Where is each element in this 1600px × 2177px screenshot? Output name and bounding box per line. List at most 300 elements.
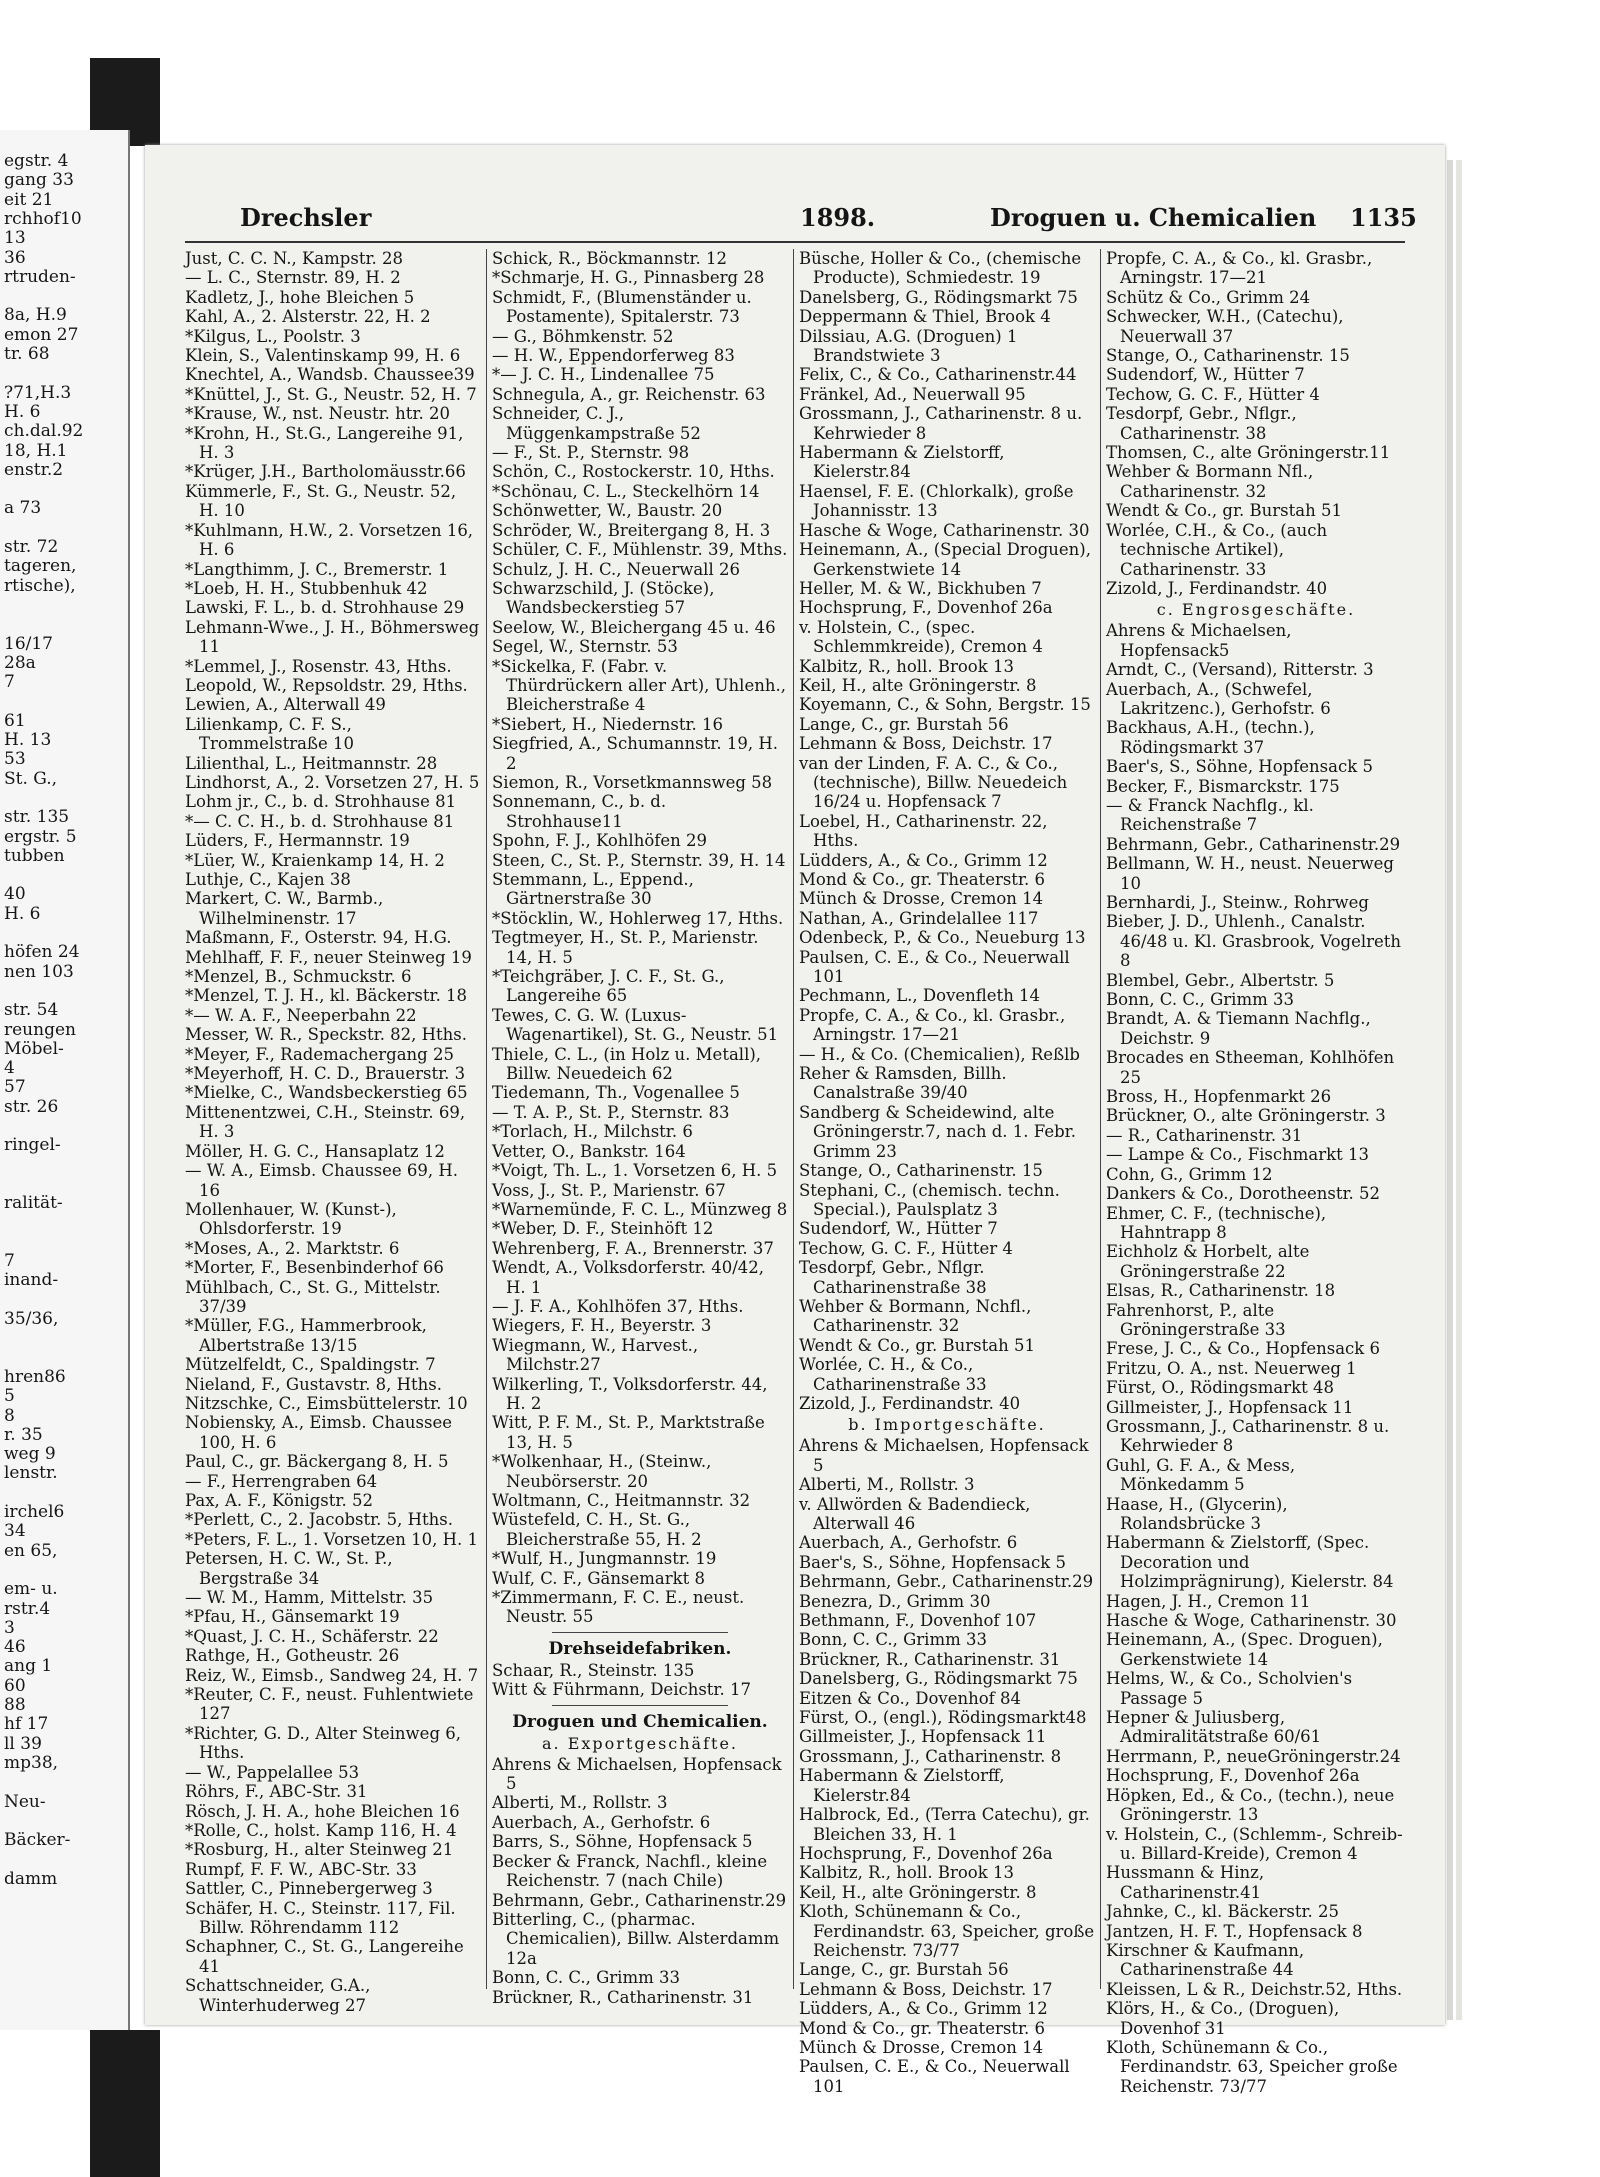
directory-entry: Backhaus, A.H., (techn.), Rödingsmarkt 37 — [1106, 718, 1315, 757]
directory-entry: Bonn, C. C., Grimm 33 — [1106, 990, 1294, 1010]
directory-entry: *Meyerhoff, H. C. D., Brauerstr. 3 — [185, 1064, 466, 1084]
directory-entry: Röhrs, F., ABC-Str. 31 — [185, 1782, 368, 1802]
facing-page-text: 40 — [4, 884, 26, 905]
facing-page-fragment — [0, 130, 130, 2030]
directory-entry: Behrmann, Gebr., Catharinenstr.29 — [1106, 834, 1401, 854]
directory-entry: Stange, O., Catharinenstr. 15 — [799, 1161, 1043, 1181]
directory-entry: — L. C., Sternstr. 89, H. 2 — [185, 268, 401, 288]
directory-entry: *Krüger, J.H., Bartholomäusstr.66 — [185, 462, 466, 482]
directory-entry: Habermann & Zielstorff, Kielerstr.84 — [799, 443, 1005, 482]
directory-entry: Kümmerle, F., St. G., Neustr. 52, H. 10 — [185, 481, 457, 521]
column-divider — [793, 249, 794, 1989]
facing-page-text: 46 — [4, 1637, 26, 1658]
directory-entry: Lüders, F., Hermannstr. 19 — [185, 831, 410, 851]
directory-entry: *Kuhlmann, H.W., 2. Vorsetzen 16, H. 6 — [185, 520, 474, 560]
directory-entry: Grossmann, J., Catharinenstr. 8 u. Kehrwieder 8 — [1106, 1416, 1390, 1456]
facing-page-text: 61 — [4, 710, 26, 731]
directory-entry: Schick, R., Böckmannstr. 12 — [492, 249, 728, 268]
directory-entry: Techow, G. C. F., Hütter 4 — [799, 1238, 1013, 1258]
directory-entry: Fahrenhorst, P., alte Gröningerstraße 33 — [1106, 1300, 1286, 1339]
directory-entry: Seelow, W., Bleichergang 45 u. 46 — [492, 617, 776, 637]
facing-page-text: 34 — [4, 1521, 26, 1542]
facing-page-text: 88 — [4, 1695, 26, 1715]
directory-entry: Brückner, O., alte Gröningerstr. 3 — [1106, 1106, 1386, 1126]
directory-entry: Reiz, W., Eimsb., Sandweg 24, H. 7 — [185, 1665, 479, 1685]
directory-entry: Mützelfeldt, C., Spaldingstr. 7 — [185, 1355, 436, 1375]
directory-entry: *— J. C. H., Lindenallee 75 — [492, 365, 715, 385]
directory-entry: *Sickelka, F. (Fabr. v. Thürdrückern aller Art), Uhlenh., Bleicherstraße 4 — [492, 656, 786, 715]
directory-entry: — Lampe & Co., Fischmarkt 13 — [1106, 1145, 1369, 1165]
directory-entry: Bernhardi, J., Steinw., Rohrweg — [1106, 893, 1369, 912]
directory-entry: — W. A., Eimsb. Chaussee 69, H. 16 — [185, 1161, 458, 1200]
directory-entry: Stange, O., Catharinenstr. 15 — [1106, 346, 1350, 366]
directory-entry: Wehber & Bormann, Nchfl., Catharinenstr. 32 — [799, 1296, 1032, 1336]
facing-page-text: str. 54 — [4, 1000, 59, 1021]
facing-page-text: rstr.4 — [4, 1598, 51, 1619]
directory-entry: Ahrens & Michaelsen, Hopfensack5 — [1106, 621, 1292, 660]
directory-entry: Tesdorpf, Gebr., Nflgr., Catharinenstr. 38 — [1106, 404, 1297, 443]
directory-entry: Wendt & Co., gr. Burstah 51 — [799, 1335, 1035, 1355]
facing-page-text: 28a — [4, 652, 36, 673]
running-header — [185, 203, 1417, 235]
directory-entry: Brückner, R., Catharinenstr. 31 — [492, 1987, 754, 2007]
directory-entry: Schönwetter, W., Baustr. 20 — [492, 501, 723, 521]
directory-entry: Loebel, H., Catharinenstr. 22, Hths. — [799, 811, 1048, 851]
directory-entry: Lilienthal, L., Heitmannstr. 28 — [185, 753, 438, 773]
header-right-title: Droguen u. Chemicalien — [990, 203, 1317, 232]
directory-entry: v. Allwörden & Badendieck, Alterwall 46 — [799, 1494, 1031, 1533]
directory-entry: Münch & Drosse, Cremon 14 — [799, 889, 1044, 909]
directory-entry: Kirschner & Kaufmann, Catharinenstraße 44 — [1106, 1940, 1305, 1980]
directory-entry: Heinemann, A., (Special Droguen), Gerkenstwiete 14 — [799, 540, 1091, 579]
directory-entry: *Schönau, C. L., Steckelhörn 14 — [492, 481, 760, 501]
facing-page-text: 7 — [4, 672, 15, 693]
directory-entry: Voss, J., St. P., Marienstr. 67 — [492, 1180, 726, 1200]
directory-entry: *Teichgräber, J. C. F., St. G., Langereihe 65 — [492, 967, 725, 1006]
directory-entry: Lohm jr., C., b. d. Strohhause 81 — [185, 792, 457, 812]
facing-page-text: 18, H.1 — [4, 440, 68, 461]
directory-entry: Barrs, S., Söhne, Hopfensack 5 — [492, 1832, 753, 1852]
directory-entry: — R., Catharinenstr. 31 — [1106, 1125, 1303, 1145]
directory-entry: Mühlbach, C., St. G., Mittelstr. 37/39 — [185, 1277, 441, 1316]
directory-entry: Nitzschke, C., Eimsbüttelerstr. 10 — [185, 1393, 468, 1413]
directory-entry: Mond & Co., gr. Theaterstr. 6 — [799, 2018, 1046, 2038]
directory-entry: *Knüttel, J., St. G., Neustr. 52, H. 7 — [185, 384, 477, 404]
directory-entry: Lilienkamp, C. F. S., Trommelstraße 10 — [185, 714, 355, 754]
directory-entry: Pax, A. F., Königstr. 52 — [185, 1491, 373, 1510]
directory-entry: Lehmann & Boss, Deichstr. 17 — [799, 734, 1053, 754]
directory-entry: Maßmann, F., Osterstr. 94, H.G. — [185, 928, 452, 948]
directory-entry: Jantzen, H. F. T., Hopfensack 8 — [1106, 1921, 1363, 1941]
directory-entry: *Moses, A., 2. Marktstr. 6 — [185, 1238, 400, 1258]
directory-entry: Klein, S., Valentinskamp 99, H. 6 — [185, 346, 461, 366]
directory-entry: Wulf, C. F., Gänsemarkt 8 — [492, 1568, 705, 1588]
directory-entry: Fürst, O., Rödingsmarkt 48 — [1106, 1378, 1334, 1398]
directory-entry: Herrmann, P., neueGröningerstr.24 — [1106, 1746, 1401, 1766]
directory-entry: Frese, J. C., & Co., Hopfensack 6 — [1106, 1339, 1381, 1359]
directory-entry: *Morter, F., Besenbinderhof 66 — [185, 1258, 444, 1278]
directory-entry: Hochsprung, F., Dovenhof 26a — [799, 1843, 1053, 1863]
directory-entry: Eichholz & Horbelt, alte Gröningerstraße 22 — [1106, 1242, 1310, 1281]
directory-entry: Wiegers, F. H., Beyerstr. 3 — [492, 1316, 712, 1336]
directory-entry: *Loeb, H. H., Stubbenhuk 42 — [185, 578, 428, 598]
directory-entry: *Zimmermann, F. C. E., neust. Neustr. 55 — [492, 1588, 745, 1627]
facing-page-text: St. G., — [4, 768, 58, 789]
facing-page-text: eit 21 — [4, 189, 54, 210]
directory-entry: — H. W., Eppendorferweg 83 — [492, 346, 735, 366]
directory-entry: Kahl, A., 2. Alsterstr. 22, H. 2 — [185, 307, 431, 327]
facing-page-text: rtische), — [4, 575, 76, 596]
directory-entry: Möller, H. G. C., Hansaplatz 12 — [185, 1141, 445, 1161]
directory-entry: — & Franck Nachflg., kl. Reichenstraße 7 — [1106, 795, 1314, 835]
facing-page-text: 4 — [4, 1058, 15, 1079]
directory-entry: *Müller, F.G., Hammerbrook, Albertstraße 13/15 — [185, 1316, 427, 1355]
facing-page-text: 35/36, — [4, 1309, 59, 1329]
directory-entry: *Perlett, C., 2. Jacobstr. 5, Hths. — [185, 1510, 454, 1530]
facing-page-text: 5 — [4, 1386, 15, 1407]
facing-page-text: Bäcker- — [4, 1830, 71, 1851]
directory-entry: Ehmer, C. F., (technische), Hahntrapp 8 — [1106, 1203, 1327, 1242]
directory-entry: Ahrens & Michaelsen, Hopfensack 5 — [799, 1436, 1089, 1475]
directory-entry: Sattler, C., Pinnebergerweg 3 — [185, 1879, 433, 1899]
directory-entry: *Lüer, W., Kraienkamp 14, H. 2 — [185, 850, 445, 870]
directory-entry: v. Holstein, C., (spec. Schlemmkreide), Cremon 4 — [799, 617, 1043, 657]
directory-entry: van der Linden, F. A. C., & Co., (technische), Billw. Neuedeich 16/24 u. Hopfensack 7 — [799, 753, 1068, 812]
facing-page-text: ch.dal.92 — [4, 421, 84, 442]
directory-entry: *Menzel, B., Schmuckstr. 6 — [185, 967, 412, 987]
directory-entry: *Krohn, H., St.G., Langereihe 91, H. 3 — [185, 423, 464, 463]
directory-entry: Paul, C., gr. Bäckergang 8, H. 5 — [185, 1452, 449, 1472]
directory-entry: Haase, H., (Glycerin), Rolandsbrücke 3 — [1106, 1494, 1288, 1533]
directory-entry: Wendt, A., Volksdorferstr. 40/42, H. 1 — [492, 1258, 765, 1297]
directory-entry: *Weber, D. F., Steinhöft 12 — [492, 1219, 714, 1239]
directory-entry: Cohn, G., Grimm 12 — [1106, 1164, 1273, 1184]
directory-entry: Sudendorf, W., Hütter 7 — [1106, 365, 1305, 385]
directory-entry: Kalbitz, R., holl. Brook 13 — [799, 656, 1014, 676]
directory-entry: Kloth, Schünemann & Co., Ferdinandstr. 63, Speicher, große Reichenstr. 73/77 — [799, 1902, 1095, 1960]
directory-entry: Pechmann, L., Dovenfleth 14 — [799, 986, 1041, 1006]
directory-entry: Elsas, R., Catharinenstr. 18 — [1106, 1281, 1336, 1301]
facing-page-text: gang 33 — [4, 170, 74, 191]
directory-entry: Nieland, F., Gustavstr. 8, Hths. — [185, 1374, 442, 1394]
directory-entry: Hagen, J. H., Cremon 11 — [1106, 1591, 1311, 1611]
directory-entry: *Meyer, F., Rademachergang 25 — [185, 1044, 454, 1064]
directory-entry: — W., Pappelallee 53 — [185, 1762, 360, 1782]
facing-page-text: 3 — [4, 1617, 15, 1638]
directory-entry: Bonn, C. C., Grimm 33 — [799, 1630, 987, 1650]
facing-page-text: str. 72 — [4, 537, 59, 557]
directory-entry: Lawski, F. L., b. d. Strohhause 29 — [185, 598, 465, 618]
directory-entry: Stemmann, L., Eppend., Gärtnerstraße 30 — [492, 870, 694, 909]
directory-entry: Eitzen & Co., Dovenhof 84 — [799, 1688, 1022, 1708]
directory-entry: Nobiensky, A., Eimsb. Chaussee 100, H. 6 — [185, 1413, 453, 1452]
directory-entry: Spohn, F. J., Kohlhöfen 29 — [492, 831, 707, 851]
directory-entry: Siegfried, A., Schumannstr. 19, H. 2 — [492, 734, 778, 773]
directory-entry: *Mielke, C., Wandsbeckerstieg 65 — [185, 1083, 468, 1103]
directory-entry: Schwecker, W.H., (Catechu), Neuerwall 37 — [1106, 307, 1344, 346]
directory-entry: Wehber & Bormann Nfl., Catharinenstr. 32 — [1106, 462, 1314, 501]
directory-entry: Gillmeister, J., Hopfensack 11 — [799, 1727, 1047, 1747]
directory-entry: Bonn, C. C., Grimm 33 — [492, 1968, 680, 1988]
directory-entry: Rathge, H., Gotheustr. 26 — [185, 1646, 400, 1666]
directory-entry: Guhl, G. F. A., & Mess, Mönkedamm 5 — [1106, 1455, 1296, 1495]
directory-entry: Thomsen, C., alte Gröningerstr.11 — [1106, 443, 1391, 463]
directory-entry: Behrmann, Gebr., Catharinenstr.29 — [492, 1890, 787, 1910]
directory-entry: *Langthimm, J. C., Bremerstr. 1 — [185, 559, 449, 579]
column-divider — [486, 249, 487, 1989]
directory-entry: Schneider, C. J., Müggenkampstraße 52 — [492, 404, 701, 443]
directory-entry: Alberti, M., Rollstr. 3 — [799, 1475, 975, 1495]
directory-entry: Steen, C., St. P., Sternstr. 39, H. 14 — [492, 850, 786, 870]
directory-entry: Hussmann & Hinz, Catharinenstr.41 — [1106, 1863, 1265, 1902]
directory-entry: Behrmann, Gebr., Catharinenstr.29 — [799, 1572, 1094, 1592]
directory-entry: Witt & Führmann, Deichstr. 17 — [492, 1680, 751, 1700]
facing-page-text: en 65, — [4, 1540, 58, 1561]
directory-entry: Büsche, Holler & Co., (chemische Producte), Schmiedestr. 19 — [799, 249, 1082, 288]
directory-entry: Mond & Co., gr. Theaterstr. 6 — [799, 870, 1046, 889]
directory-column — [799, 249, 1095, 2096]
directory-entry: Leopold, W., Repsoldstr. 29, Hths. — [185, 675, 468, 695]
header-left-title: Drechsler — [240, 203, 372, 232]
directory-entry: Kadletz, J., hohe Bleichen 5 — [185, 287, 415, 307]
section-heading: Droguen und Chemicalien. — [512, 1711, 768, 1732]
directory-entry: Lindhorst, A., 2. Vorsetzen 27, H. 5 — [185, 772, 480, 792]
page-number: 1135 — [1350, 203, 1417, 232]
directory-entry: Schnegula, A., gr. Reichenstr. 63 — [492, 384, 766, 404]
directory-entry: Brandt, A. & Tiemann Nachflg., Deichstr. 9 — [1106, 1009, 1371, 1048]
directory-entry: Becker & Franck, Nachfl., kleine Reichenstr. 7 (nach Chile) — [492, 1851, 768, 1891]
directory-entry: Brocades en Stheeman, Kohlhöfen 25 — [1106, 1048, 1395, 1087]
facing-page-text: irchel6 — [4, 1502, 65, 1522]
facing-page-text: inand- — [4, 1270, 59, 1291]
directory-entry: Auerbach, A., Gerhofstr. 6 — [492, 1812, 711, 1832]
facing-page-text: rtruden- — [4, 266, 76, 287]
facing-page-text: ?71,H.3 — [4, 382, 72, 403]
facing-page-text: emon 27 — [4, 324, 79, 345]
directory-entry: Techow, G. C. F., Hütter 4 — [1106, 384, 1320, 404]
facing-page-text: ang 1 — [4, 1656, 53, 1677]
directory-entry: Mittenentzwei, C.H., Steinstr. 69, H. 3 — [185, 1102, 466, 1142]
facing-page-text: hf 17 — [4, 1714, 49, 1735]
facing-page-text: 53 — [4, 749, 26, 770]
subsection-heading: a. Exportgeschäfte. — [542, 1733, 738, 1753]
directory-entry: Heinemann, A., (Spec. Droguen), Gerkenstwiete 14 — [1106, 1630, 1383, 1669]
directory-entry: Alberti, M., Rollstr. 3 — [492, 1793, 668, 1813]
directory-entry: Segel, W., Sternstr. 53 — [492, 637, 678, 657]
directory-entry: Hochsprung, F., Dovenhof 26a — [1106, 1766, 1360, 1786]
directory-entry: Hasche & Woge, Catharinenstr. 30 — [799, 520, 1090, 540]
directory-entry: Dilssiau, A.G. (Droguen) 1 Brandstwiete 3 — [799, 326, 1018, 366]
directory-entry: *Torlach, H., Milchstr. 6 — [492, 1122, 693, 1142]
directory-entry: Lehmann & Boss, Deichstr. 17 — [799, 1979, 1053, 1999]
directory-column — [492, 249, 788, 2007]
directory-entry: Woltmann, C., Heitmannstr. 32 — [492, 1491, 751, 1510]
facing-page-text: 7 — [4, 1251, 15, 1272]
directory-entry: Nathan, A., Grindelallee 117 — [799, 908, 1039, 928]
directory-entry: Reher & Ramsden, Billh. Canalstraße 39/40 — [799, 1064, 1007, 1103]
section-rule — [552, 1705, 728, 1706]
directory-entry: Rumpf, F. F. W., ABC-Str. 33 — [185, 1859, 417, 1879]
directory-entry: Bethmann, F., Dovenhof 107 — [799, 1611, 1037, 1631]
directory-entry: Schäfer, H. C., Steinstr. 117, Fil. Billw. Röhrendamm 112 — [185, 1898, 456, 1937]
directory-entry: Keil, H., alte Gröningerstr. 8 — [799, 1882, 1037, 1902]
directory-entry: Worlée, C.H., & Co., (auch technische Artikel), Catharinenstr. 33 — [1106, 520, 1328, 579]
subsection-heading: b. Importgeschäfte. — [848, 1415, 1046, 1435]
directory-entry: Auerbach, A., (Schwefel, Lakritzenc.), Gerhofstr. 6 — [1106, 679, 1331, 718]
directory-entry: *Warnemünde, F. C. L., Münzweg 8 — [492, 1199, 788, 1219]
directory-entry: Baer's, S., Söhne, Hopfensack 5 — [799, 1552, 1066, 1572]
directory-entry: Paulsen, C. E., & Co., Neuerwall 101 — [799, 947, 1070, 987]
facing-page-text: reungen — [4, 1019, 76, 1040]
directory-column — [185, 249, 481, 2015]
directory-entry: *— C. C. H., b. d. Strohhause 81 — [185, 811, 455, 831]
directory-entry: Hochsprung, F., Dovenhof 26a — [799, 598, 1053, 618]
directory-entry: *Kilgus, L., Poolstr. 3 — [185, 326, 361, 346]
directory-entry: — J. F. A., Kohlhöfen 37, Hths. — [492, 1296, 744, 1316]
directory-entry: *Peters, F. L., 1. Vorsetzen 10, H. 1 — [185, 1529, 478, 1549]
directory-entry: *Wulf, H., Jungmannstr. 19 — [492, 1549, 717, 1569]
directory-entry: Fritzu, O. A., nst. Neuerweg 1 — [1106, 1358, 1357, 1378]
directory-entry: Kleissen, L & R., Deichstr.52, Hths. — [1106, 1979, 1403, 1999]
directory-entry: Kloth, Schünemann & Co., Ferdinandstr. 63, Speicher große Reichenstr. 73/77 — [1106, 2037, 1398, 2096]
facing-page-text: a 73 — [4, 498, 42, 519]
directory-entry: Danelsberg, G., Rödingsmarkt 75 — [799, 1669, 1078, 1689]
directory-entry: Danelsberg, G., Rödingsmarkt 75 — [799, 287, 1078, 307]
directory-entry: Ahrens & Michaelsen, Hopfensack 5 — [492, 1754, 782, 1794]
directory-entry: Odenbeck, P., & Co., Neueburg 13 — [799, 928, 1086, 948]
facing-page-text: ralität- — [4, 1193, 63, 1214]
facing-page-text: 36 — [4, 247, 26, 268]
directory-entry: Thiele, C. L., (in Holz u. Metall), Billw. Neuedeich 62 — [492, 1044, 762, 1084]
page-edge — [1447, 160, 1453, 2020]
directory-entry: Gillmeister, J., Hopfensack 11 — [1106, 1397, 1354, 1417]
subsection-heading: c. Engrosgeschäfte. — [1156, 600, 1356, 620]
directory-entry: — G., Böhmkenstr. 52 — [492, 326, 674, 346]
directory-entry: Auerbach, A., Gerhofstr. 6 — [799, 1533, 1018, 1553]
directory-entry: Propfe, C. A., & Co., kl. Grasbr., Arningstr. 17—21 — [799, 1005, 1066, 1045]
directory-entry: Schulz, J. H. C., Neuerwall 26 — [492, 559, 740, 579]
directory-entry: Markert, C. W., Barmb., Wilhelminenstr. 17 — [185, 889, 384, 928]
directory-entry: *Rolle, C., holst. Kamp 116, H. 4 — [185, 1820, 457, 1840]
column-divider — [1100, 249, 1101, 1989]
directory-entry: Heller, M. & W., Bickhuben 7 — [799, 578, 1042, 598]
directory-entry: Becker, F., Bismarckstr. 175 — [1106, 776, 1340, 796]
directory-entry: — H., & Co. (Chemicalien), Reßlb — [799, 1044, 1080, 1064]
facing-page-text: höfen 24 — [4, 942, 80, 963]
facing-page-text: Neu- — [4, 1791, 46, 1812]
directory-entry: Messer, W. R., Speckstr. 82, Hths. — [185, 1025, 468, 1045]
section-heading: Drehseidefabriken. — [548, 1638, 732, 1659]
directory-entry: Schaphner, C., St. G., Langereihe 41 — [185, 1937, 464, 1976]
facing-page-text: r. 35 — [4, 1424, 43, 1445]
facing-page-text: weg 9 — [4, 1444, 56, 1465]
directory-entry: Tegtmeyer, H., St. P., Marienstr. 14, H. 5 — [492, 928, 759, 967]
directory-entry: Fränkel, Ad., Neuerwall 95 — [799, 384, 1026, 404]
directory-entry: Wilkerling, T., Volksdorferstr. 44, H. 2 — [492, 1374, 768, 1413]
facing-page-text: em- u. — [4, 1579, 58, 1600]
header-year: 1898. — [800, 203, 876, 232]
directory-entry: *Rosburg, H., alter Steinweg 21 — [185, 1840, 454, 1860]
directory-page — [145, 145, 1445, 2096]
facing-page-text: tageren, — [4, 556, 77, 577]
facing-page-text: ringel- — [4, 1135, 61, 1156]
directory-entry: Wehrenberg, F. A., Brennerstr. 37 — [492, 1238, 774, 1258]
directory-entry: *Wolkenhaar, H., (Steinw., Neubörserstr. 20 — [492, 1452, 712, 1491]
directory-entry: Schüler, C. F., Mühlenstr. 39, Mths. — [492, 540, 788, 560]
directory-entry: Siemon, R., Vorsetkmannsweg 58 — [492, 772, 773, 792]
directory-entry: Petersen, H. C. W., St. P., Bergstraße 34 — [185, 1549, 393, 1588]
facing-page-text: str. 26 — [4, 1096, 59, 1117]
directory-entry: Deppermann & Thiel, Brook 4 — [799, 307, 1051, 327]
black-border-bottom — [90, 2030, 160, 2177]
directory-entry: *Schmarje, H. G., Pinnasberg 28 — [492, 268, 765, 288]
directory-entry: Arndt, C., (Versand), Ritterstr. 3 — [1106, 660, 1374, 680]
directory-column — [1106, 249, 1406, 2096]
directory-entry: Knechtel, A., Wandsb. Chaussee39 — [185, 365, 475, 385]
directory-entry: Lüdders, A., & Co., Grimm 12 — [799, 850, 1048, 870]
directory-entry: Blembel, Gebr., Albertstr. 5 — [1106, 970, 1335, 990]
facing-page-text: lenstr. — [4, 1463, 58, 1484]
directory-entry: v. Holstein, C., (Schlemm-, Schreib- u. Billard-Kreide), Cremon 4 — [1106, 1824, 1403, 1863]
facing-page-text: mp38, — [4, 1752, 59, 1773]
directory-entry: Schaar, R., Steinstr. 135 — [492, 1660, 695, 1680]
directory-entry: Habermann & Zielstorff, (Spec. Decoration und Holzimprägnirung), Kielerstr. 84 — [1106, 1533, 1394, 1592]
directory-entry: Felix, C., & Co., Catharinenstr.44 — [799, 365, 1077, 385]
directory-entry: *Voigt, Th. L., 1. Vorsetzen 6, H. 5 — [492, 1161, 778, 1181]
directory-entry: *Reuter, C. F., neust. Fuhlentwiete 127 — [185, 1685, 474, 1724]
directory-entry: — F., Herrengraben 64 — [185, 1471, 378, 1491]
directory-entry: Brückner, R., Catharinenstr. 31 — [799, 1649, 1061, 1669]
facing-page-text: 8a, H.9 — [4, 305, 67, 326]
columns — [185, 249, 1410, 2096]
directory-entry: Jahnke, C., kl. Bäckerstr. 25 — [1106, 1902, 1340, 1922]
page-edge — [1456, 160, 1462, 2020]
facing-page-text: 8 — [4, 1405, 15, 1426]
directory-entry: Benezra, D., Grimm 30 — [799, 1591, 991, 1611]
directory-entry: Wendt & Co., gr. Burstah 51 — [1106, 501, 1342, 521]
directory-entry: Bitterling, C., (pharmac. Chemicalien), Billw. Alsterdamm 12a — [492, 1909, 780, 1968]
directory-entry: Baer's, S., Söhne, Hopfensack 5 — [1106, 757, 1373, 777]
facing-page-text: hren86 — [4, 1366, 66, 1387]
directory-entry: *Quast, J. C. H., Schäferstr. 22 — [185, 1626, 439, 1646]
directory-entry: Lewien, A., Alterwall 49 — [185, 695, 386, 715]
directory-entry: Lange, C., gr. Burstah 56 — [799, 1960, 1009, 1980]
directory-entry: Bieber, J. D., Uhlenh., Canalstr. 46/48 u. Kl. Grasbrook, Vogelreth 8 — [1106, 912, 1402, 971]
directory-entry: Schwarzschild, J. (Stöcke), Wandsbeckerstieg 57 — [492, 578, 715, 618]
directory-entry: Klörs, H., & Co., (Droguen), Dovenhof 31 — [1106, 1999, 1340, 2038]
directory-entry: Sudendorf, W., Hütter 7 — [799, 1219, 998, 1239]
facing-page-text: tr. 68 — [4, 344, 50, 364]
directory-entry: Dankers & Co., Dorotheenstr. 52 — [1106, 1184, 1381, 1204]
directory-entry: Fürst, O., (engl.), Rödingsmarkt48 — [799, 1708, 1087, 1728]
directory-entry: Lüdders, A., & Co., Grimm 12 — [799, 1999, 1048, 2019]
facing-page-text: enstr.2 — [4, 459, 64, 480]
directory-entry: Tesdorpf, Gebr., Nflgr. Catharinenstraße 38 — [799, 1258, 987, 1297]
directory-entry: Hasche & Woge, Catharinenstr. 30 — [1106, 1611, 1397, 1631]
directory-entry: Zizold, J., Ferdinandstr. 40 — [1106, 578, 1328, 598]
facing-page-text: nen 103 — [4, 961, 74, 982]
directory-entry: Halbrock, Ed., (Terra Catechu), gr. Bleichen 33, H. 1 — [799, 1805, 1090, 1844]
directory-entry: *Siebert, H., Niedernstr. 16 — [492, 714, 724, 734]
directory-entry: *Stöcklin, W., Hohlerweg 17, Hths. — [492, 908, 784, 928]
facing-page-text: rchhof10 — [4, 208, 82, 229]
directory-entry: Kalbitz, R., holl. Brook 13 — [799, 1863, 1014, 1883]
directory-entry: Grossmann, J., Catharinenstr. 8 — [799, 1746, 1062, 1766]
directory-entry: Stephani, C., (chemisch. techn. Special.), Paulsplatz 3 — [799, 1180, 1060, 1219]
facing-page-text: 60 — [4, 1675, 26, 1696]
directory-entry: Lehmann-Wwe., J. H., Böhmersweg 11 — [185, 617, 480, 657]
directory-entry: *— W. A. F., Neeperbahn 22 — [185, 1005, 417, 1025]
